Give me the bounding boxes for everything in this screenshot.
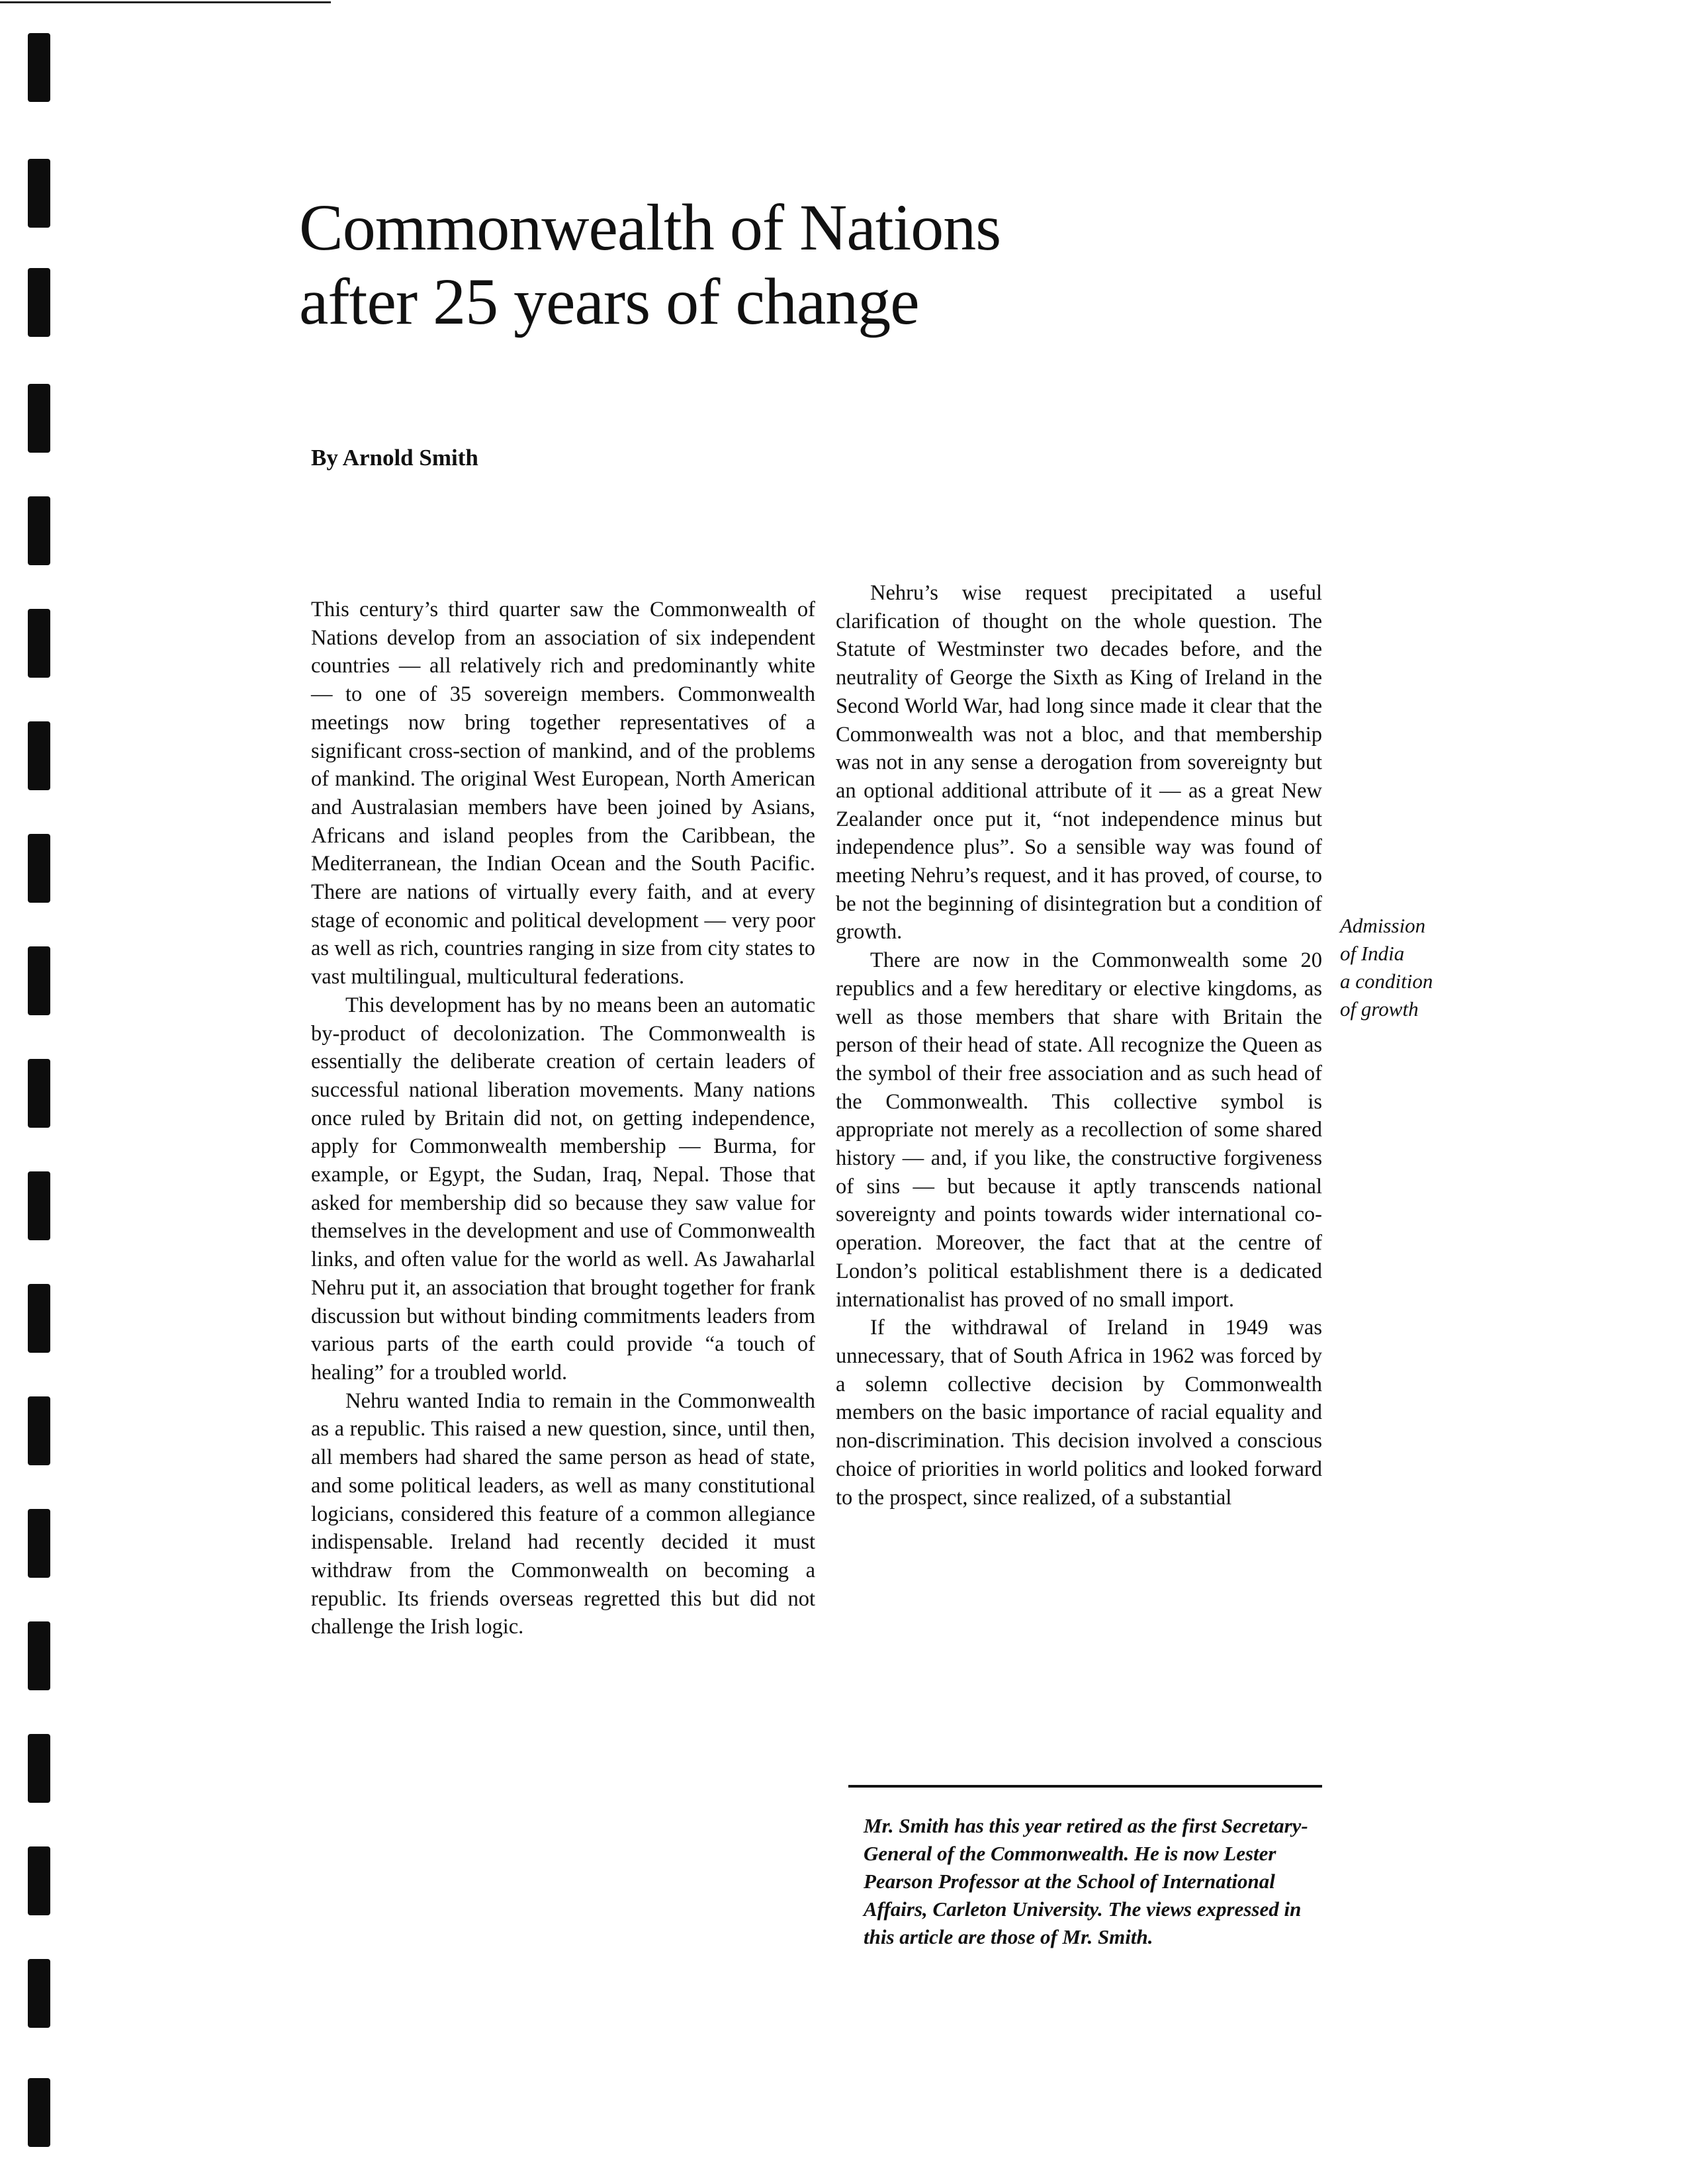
punch-hole (28, 946, 50, 1015)
punch-hole (28, 834, 50, 903)
punch-hole (28, 1509, 50, 1578)
punch-hole (28, 268, 50, 337)
marginal-note-line: a condition (1340, 970, 1433, 993)
marginal-note-line: of India (1340, 942, 1405, 965)
punch-hole (28, 496, 50, 565)
punch-hole (28, 1059, 50, 1128)
punch-hole (28, 33, 50, 102)
punch-hole (28, 1284, 50, 1353)
article-title (299, 191, 1239, 339)
article-title-line: Commonwealth of Nations (299, 191, 1001, 264)
marginal-note (1340, 912, 1492, 1023)
punch-hole (28, 1621, 50, 1690)
punch-hole (28, 2078, 50, 2147)
binder-punch-holes (0, 0, 79, 2184)
punch-hole (28, 721, 50, 790)
article-paragraph: This development has by no means been an automatic by-product of decolonization. The Commonwealth is essentially the deliberate creation of certain leaders of successful national liberation movements. Many nations once ruled by Britain did not, on getting independence, apply for Commonwealth membership — Burma, for example, or Egypt, the Sudan, Iraq, Nepal. Those that asked for membership did so because they saw value for themselves in the development and use of Commonwealth links, and often value for the world as well. As Jawaharlal Nehru put it, an association that brought together for frank discussion but without binding commitments leaders from various parts of the earth could provide “a touch of healing” for a troubled world. (311, 993, 815, 1385)
punch-hole (28, 1734, 50, 1803)
marginal-note-line: Admission (1340, 914, 1426, 937)
punch-hole (28, 1396, 50, 1465)
footnote-divider (848, 1785, 1322, 1788)
punch-hole (28, 159, 50, 228)
article-column-right (836, 579, 1322, 1512)
marginal-note-line: of growth (1340, 997, 1419, 1021)
article-byline: By Arnold Smith (311, 445, 478, 471)
article-column-left (311, 596, 815, 1641)
article-paragraph: Nehru wanted India to remain in the Commonwealth as a republic. This raised a new question, since, until then, all members had shared the same person as head of state, and some political leaders, as well as many constitutional logicians, considered this feature of a common allegiance indispensable. Ireland had recently decided it must withdraw from the Commonwealth on becoming a republic. Its friends overseas regretted this but did not challenge the Irish logic. (311, 1388, 815, 1639)
author-footnote: Mr. Smith has this year retired as the first Secretary-General of the Commonwealth. He is now Lester Pearson Professor at the School of International Affairs, Carleton University. The views expressed in this article are those of Mr. Smith. (864, 1814, 1308, 1948)
punch-hole (28, 384, 50, 453)
punch-hole (28, 1846, 50, 1915)
article-paragraph: Nehru’s wise request precipitated a useful clarification of thought on the whole question. The Statute of Westminster two decades before, and the neutrality of George the Sixth as King of Ireland in the Second World War, had long since made it clear that the Commonwealth was not a bloc, and that membership was not in any sense a derogation from sovereignty but an optional additional attribute of it — as a great New Zealander once put it, “not independence minus but independence plus”. So a sensible way was found of meeting Nehru’s request, and it has proved, of course, to be not the beginning of disintegration but a condition of growth. (836, 581, 1322, 944)
punch-hole (28, 1171, 50, 1240)
punch-hole (28, 609, 50, 678)
punch-hole (28, 1959, 50, 2028)
article-title-line: after 25 years of change (299, 265, 919, 338)
article-paragraph: If the withdrawal of Ireland in 1949 was unnecessary, that of South Africa in 1962 was forced by a solemn collective decision by Commonwealth members on the basic importance of racial equality and non-discrimination. This decision involved a conscious choice of priorities in world politics and looked forward to the prospect, since realized, of a substantial (836, 1316, 1322, 1510)
article-paragraph: This century’s third quarter saw the Commonwealth of Nations develop from an association of six independent countries — all relatively rich and predominantly white — to one of 35 sovereign members. Commonwealth meetings now bring together representatives of a significant cross-section of mankind, and of the problems of mankind. The original West European, North American and Australasian members have been joined by Asians, Africans and island peoples from the Caribbean, the Mediterranean, the Indian Ocean and the South Pacific. There are nations of virtually every faith, and at every stage of economic and political development — very poor as well as rich, countries ranging in size from city states to vast multilingual, multicultural federations. (311, 598, 815, 989)
article-paragraph: There are now in the Commonwealth some 20 republics and a few hereditary or elective kingdoms, as well as those members that share with Britain the person of their head of state. All recognize the Queen as the symbol of their free association and as such head of the Commonwealth. This collective symbol is appropriate not merely as a recollection of some shared history — and, if you like, the constructive forgiveness of sins — but because it aptly transcends national sovereignty and points towards wider international co-operation. Moreover, the fact that at the centre of London’s political establishment there is a dedicated internationalist has proved of no small import. (836, 948, 1322, 1312)
